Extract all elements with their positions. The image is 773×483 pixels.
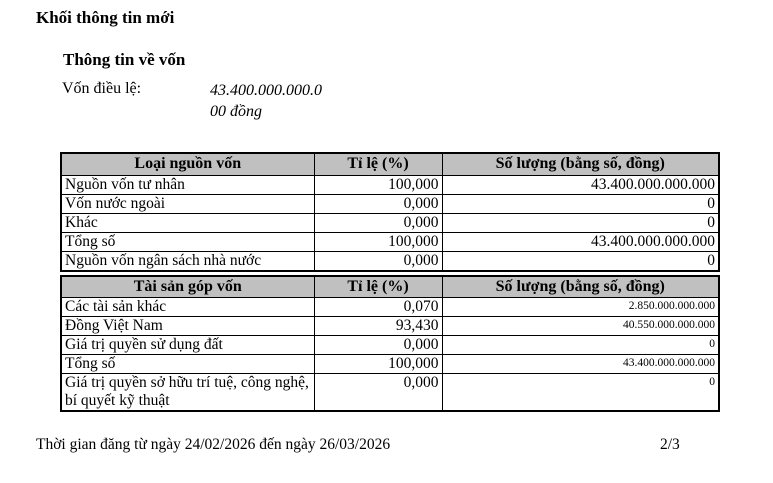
cell-label: Tổng số xyxy=(61,232,314,251)
table-row xyxy=(61,194,719,213)
table-row xyxy=(61,232,719,251)
header-ratio: Tỉ lệ (%) xyxy=(314,276,442,298)
table-row xyxy=(61,317,719,336)
publish-period-text: Thời gian đăng từ ngày 24/02/2026 đến ngày 26/03/2026 xyxy=(36,436,391,453)
cell-label: Nguồn vốn tư nhân xyxy=(61,175,314,194)
cell-amount: 43.400.000.000.000 xyxy=(442,175,719,194)
table-row xyxy=(61,374,719,412)
header-ratio: Tỉ lệ (%) xyxy=(314,153,442,175)
cell-label: Vốn nước ngoài xyxy=(61,194,314,213)
cell-ratio: 0,000 xyxy=(314,194,442,213)
table-row xyxy=(61,213,719,232)
cell-ratio: 0,000 xyxy=(314,213,442,232)
contributed-assets-table xyxy=(60,275,720,413)
cell-amount: 40.550.000.000.000 xyxy=(442,317,719,336)
cell-amount: 2.850.000.000.000 xyxy=(442,298,719,317)
header-capital-source: Loại nguồn vốn xyxy=(61,153,314,175)
cell-label: Giá trị quyền sở hữu trí tuệ, công nghệ, bí quyết kỹ thuật xyxy=(61,374,314,412)
page-number: 2/3 xyxy=(660,436,680,453)
cell-amount: 0 xyxy=(442,251,719,271)
cell-label: Các tài sản khác xyxy=(61,298,314,317)
header-asset-type: Tài sản góp vốn xyxy=(61,276,314,298)
cell-label: Khác xyxy=(61,213,314,232)
table-header-row xyxy=(61,153,719,175)
header-amount: Số lượng (bằng số, đồng) xyxy=(442,276,719,298)
cell-label: Nguồn vốn ngân sách nhà nước xyxy=(61,251,314,271)
cell-amount: 0 xyxy=(442,213,719,232)
cell-ratio: 100,000 xyxy=(314,232,442,251)
table-row xyxy=(61,355,719,374)
cell-label: Giá trị quyền sử dụng đất xyxy=(61,336,314,355)
table-row xyxy=(61,298,719,317)
header-amount: Số lượng (bằng số, đồng) xyxy=(442,153,719,175)
table-row xyxy=(61,175,719,194)
cell-ratio: 0,000 xyxy=(314,374,442,412)
charter-capital-value: 43.400.000.000.000 đồng xyxy=(210,82,322,120)
capital-tables xyxy=(60,152,720,412)
cell-ratio: 0,000 xyxy=(314,251,442,271)
cell-amount: 0 xyxy=(442,374,719,412)
cell-amount: 43.400.000.000.000 xyxy=(442,232,719,251)
cell-ratio: 93,430 xyxy=(314,317,442,336)
page-title: Khối thông tin mới xyxy=(36,8,175,27)
cell-label: Tổng số xyxy=(61,355,314,374)
cell-amount: 0 xyxy=(442,336,719,355)
cell-ratio: 100,000 xyxy=(314,355,442,374)
table-row xyxy=(61,251,719,271)
cell-ratio: 0,000 xyxy=(314,336,442,355)
capital-source-table xyxy=(60,152,720,272)
cell-ratio: 0,070 xyxy=(314,298,442,317)
table-row xyxy=(61,336,719,355)
cell-amount: 0 xyxy=(442,194,719,213)
section-title: Thông tin về vốn xyxy=(63,50,186,69)
cell-ratio: 100,000 xyxy=(314,175,442,194)
cell-label: Đồng Việt Nam xyxy=(61,317,314,336)
table-header-row xyxy=(61,276,719,298)
charter-capital-label: Vốn điều lệ: xyxy=(62,80,142,97)
cell-amount: 43.400.000.000.000 xyxy=(442,355,719,374)
